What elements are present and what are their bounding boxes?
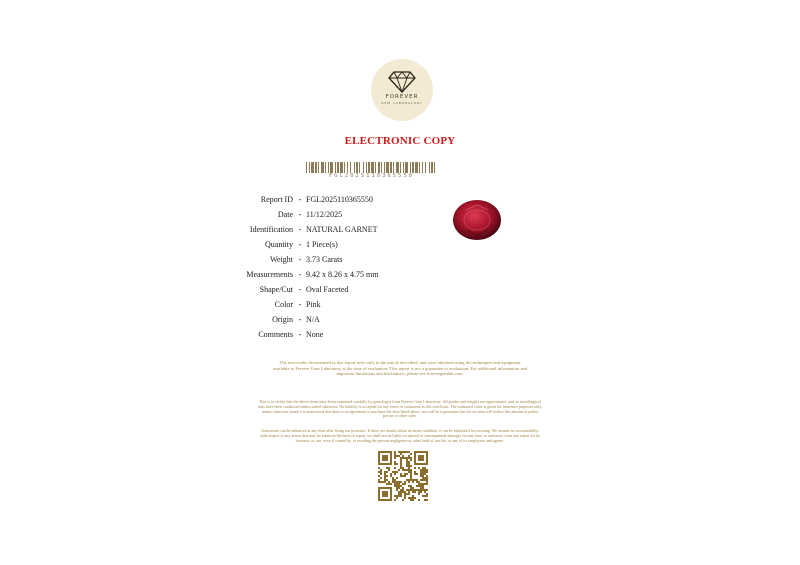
disclaimer-line: This is to certify that the above items have been examined carefully by gemologist from Forever Gem Laboratory. All grades and weights are approximate, and no metallurgical bbox=[259, 399, 541, 404]
detail-label: Date bbox=[277, 210, 293, 219]
detail-separator: - bbox=[298, 210, 302, 219]
document-title: ELECTRONIC COPY bbox=[344, 135, 456, 147]
disclaimer-line: Gemstones can be enhanced at any time after living our premises. If there are doubts about an items condition, it can be submitted for retesting. We assume no accountability bbox=[261, 428, 539, 433]
disclaimer-line: The test results documented in this report refer only to the article described, and were obtained using the techniques and equipment bbox=[279, 360, 521, 365]
qr-code[interactable] bbox=[378, 451, 428, 501]
detail-separator: - bbox=[298, 195, 302, 204]
disclaimer-line: issuance, or use, even if caused by, or resulting the proven negligence or other fault of our lab, or any of its employees and agents. bbox=[295, 437, 505, 443]
disclaimer-line: available to Forever Gem Laboratory at the time of evaluation. This report is not a guarantee or evaluation. For additional information and bbox=[272, 365, 528, 371]
detail-separator: - bbox=[298, 300, 302, 309]
detail-label: Identification bbox=[249, 225, 293, 234]
detail-value: Oval Faceted bbox=[306, 285, 349, 294]
detail-separator: - bbox=[298, 270, 302, 279]
detail-label: Shape/Cut bbox=[259, 285, 293, 294]
detail-separator: - bbox=[298, 285, 302, 294]
diamond-icon bbox=[388, 71, 416, 93]
disclaimer-line: important limitations and disclaimers, please see forevergemlab.com. bbox=[336, 371, 464, 377]
disclaimer-line: with respect to any action that may be taken on the basis of report, we shall not be liable for special or consequential damages for any error or omission, from any report for its bbox=[260, 432, 540, 438]
detail-separator: - bbox=[298, 255, 302, 264]
lab-logo bbox=[371, 59, 433, 121]
detail-separator: - bbox=[298, 240, 302, 249]
disclaimer-line: tests have been conducted unless stated otherwise. No liability is accepted for any errors or omissions in this certificate. The estimated value is given for insurance purposes only, bbox=[257, 403, 543, 409]
detail-label: Report ID bbox=[260, 195, 293, 204]
detail-label: Quantity bbox=[265, 240, 293, 249]
detail-value: 9.42 x 8.26 x 4.75 mm bbox=[306, 270, 379, 279]
detail-value: Pink bbox=[306, 300, 321, 309]
detail-value: 11/12/2025 bbox=[306, 210, 343, 219]
detail-label: Comments bbox=[258, 330, 293, 339]
logo-name: FOREVER bbox=[385, 94, 419, 100]
detail-label: Weight bbox=[270, 255, 293, 264]
disclaimer-line: private or other sales. bbox=[382, 413, 418, 419]
detail-label: Color bbox=[274, 300, 293, 309]
disclaimer-results bbox=[0, 360, 800, 377]
detail-value: NATURAL GARNET bbox=[306, 225, 378, 234]
disclaimer-certification bbox=[0, 400, 800, 419]
detail-label: Measurements bbox=[246, 270, 293, 279]
disclaimer-liability bbox=[0, 429, 800, 443]
detail-value: 3.73 Carats bbox=[306, 255, 343, 264]
gemstone-image bbox=[452, 199, 502, 241]
detail-value: None bbox=[306, 330, 324, 339]
detail-separator: - bbox=[298, 330, 302, 339]
detail-separator: - bbox=[298, 225, 302, 234]
detail-value: 1 Piece(s) bbox=[306, 240, 338, 249]
detail-label: Origin bbox=[272, 315, 293, 324]
logo-subname: GEM LABORATORY bbox=[381, 101, 423, 105]
detail-value: N/A bbox=[306, 315, 320, 324]
disclaimer-line: unless otherwise stated it is understood that there is an agreement to purchase the item listed above, nor will be a guarantee that the set item will realize this amount at public bbox=[261, 408, 539, 414]
barcode-number: FGL2025110365550 bbox=[329, 173, 414, 179]
detail-value: FGL2025110365550 bbox=[306, 195, 373, 204]
barcode bbox=[306, 162, 437, 173]
detail-separator: - bbox=[298, 315, 302, 324]
